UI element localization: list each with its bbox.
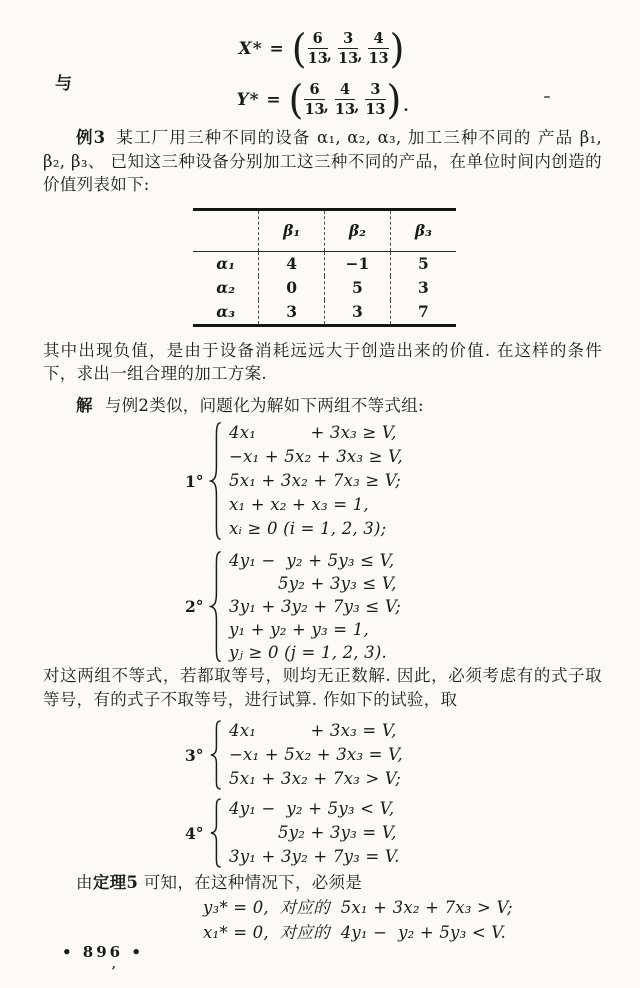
page-number: • 896 • <box>62 943 144 961</box>
equation-line: 4y₁ − y₂ + 5y₃ ≤ V, <box>229 551 395 571</box>
system-label: 3° <box>185 745 204 765</box>
equation-line: 4x₁ + 3x₃ ≥ V, <box>229 423 397 443</box>
fraction: $\frac{3}{13}$ <box>365 81 386 119</box>
table-header-row <box>193 209 456 251</box>
table-cell: 3 <box>259 300 325 326</box>
table-cell: 0 <box>259 276 325 300</box>
table-cell: 3 <box>417 278 429 298</box>
system-label: 2° <box>185 597 204 617</box>
fraction: $\frac{4}{13}$ <box>368 30 389 68</box>
equation-line: x₁ + x₂ + x₃ = 1, <box>229 495 369 515</box>
left-brace-icon <box>209 798 222 868</box>
table-row <box>193 276 456 300</box>
fraction: $\frac{3}{13}$ <box>338 30 359 68</box>
equation-line: 4x₁ + 3x₃ = V, <box>229 721 397 741</box>
equation-lines <box>229 421 403 541</box>
example-tag: 例3 <box>76 128 106 148</box>
equation-line: 5x₁ + 3x₂ + 7x₃ > V; <box>229 769 402 789</box>
equation-lines <box>229 797 400 869</box>
equation-line: 3y₁ + 3y₂ + 7y₃ ≤ V; <box>229 597 402 617</box>
comma: , <box>326 46 333 65</box>
equation-line: 3y₁ + 3y₂ + 7y₃ = V. <box>229 847 400 867</box>
fraction: $\frac{4}{13}$ <box>334 81 356 119</box>
table-corner-cell <box>193 209 259 251</box>
comma: , <box>323 97 329 116</box>
row-label: α₃ <box>193 300 259 326</box>
system-label: 1° <box>185 471 204 491</box>
formula-y-star: Y* = ( $\frac{6}{13}$ , $\frac{4}{13}$ , $\frac{3}{13}$ ) . <box>236 76 409 123</box>
conclusion-formulas <box>203 895 602 945</box>
table-header-cell: β₁ <box>259 209 325 251</box>
table-cell: 7 <box>417 302 429 322</box>
conclusion-line: x₁* = 0, 对应的 4y₁ − y₂ + 5y₃ < V. <box>203 922 506 942</box>
solve-text: 与例2类似，问题化为解如下两组不等式组: <box>104 395 424 415</box>
theorem-paragraph <box>43 871 602 895</box>
example-text: 某工厂用三种不同的设备 α₁, α₂, α₃, 加工三种不同的 产品 β₁, β₂, β₃、 已知这三种设备分别加工这三种不同的产品，在单位时间内创造的价值列表如下: <box>43 128 602 195</box>
solution-paragraph <box>43 394 602 418</box>
comma: , <box>354 97 360 116</box>
example-paragraph <box>43 126 602 197</box>
table-header-cell: β₃ <box>390 209 456 251</box>
fraction: $\frac{6}{13}$ <box>307 30 328 68</box>
table-cell: −1 <box>325 251 391 276</box>
left-brace-icon <box>209 421 222 541</box>
value-table <box>193 208 456 327</box>
formula-x-star: X* = ( $\frac{6}{13}$ , $\frac{3}{13}$ , $\frac{4}{13}$ ) <box>238 25 405 72</box>
negative-value-paragraph: 其中出现负值，是由于设备消耗远远大于创造出来的价值. 在这样的条件下，求出一组合理的加工方案. <box>43 340 602 384</box>
print-artifact-dash <box>544 96 550 98</box>
table-header-cell: β₂ <box>325 209 391 251</box>
equation-line: −x₁ + 5x₂ + 3x₃ = V, <box>229 745 403 765</box>
left-brace-icon <box>209 720 222 790</box>
equation-line: 5y₂ + 3y₃ = V, <box>229 823 397 843</box>
equation-system-2 <box>185 549 602 664</box>
equation-line: 5x₁ + 3x₂ + 7x₃ ≥ V; <box>229 471 402 491</box>
print-artifact-mark: , <box>112 958 116 971</box>
row-label: α₁ <box>193 251 259 276</box>
equation-line: yⱼ ≥ 0 (j = 1, 2, 3). <box>229 643 387 663</box>
table-cell: 4 <box>259 251 325 276</box>
equation-line: xᵢ ≥ 0 (i = 1, 2, 3); <box>229 519 387 539</box>
table-row <box>193 300 456 326</box>
table-row <box>193 251 456 276</box>
table-cell: 5 <box>325 276 391 300</box>
theorem-post: 可知，在这种情况下，必须是 <box>138 873 363 893</box>
table-cell: 3 <box>325 300 391 326</box>
row-label: α₂ <box>193 276 259 300</box>
comma: , <box>357 46 363 65</box>
trial-paragraph: 对这两组不等式，若都取等号，则均无正数解. 因此，必须考虑有的式子取等号，有的式子不取等号，进行试算. 作如下的试验，取 <box>43 666 602 709</box>
theorem-ref: 定理5 <box>92 873 139 893</box>
equation-line: −x₁ + 5x₂ + 3x₃ ≥ V, <box>229 447 403 467</box>
equation-line: 5y₂ + 3y₃ ≤ V, <box>229 574 397 594</box>
y-star-label: Y* = <box>236 89 282 110</box>
formula-tail: . <box>403 97 409 116</box>
left-brace-icon <box>209 550 222 663</box>
equation-line: 4y₁ − y₂ + 5y₃ < V, <box>229 799 395 819</box>
equation-system-4 <box>185 797 602 869</box>
equation-lines <box>229 549 401 664</box>
equation-lines <box>229 719 403 791</box>
theorem-pre: 由 <box>76 873 93 893</box>
conjunction-text: 与 <box>55 74 72 95</box>
solve-tag: 解 <box>76 395 93 415</box>
equation-system-1 <box>185 421 602 541</box>
conclusion-line: y₃* = 0, 对应的 5x₁ + 3x₂ + 7x₃ > V; <box>203 897 513 917</box>
fraction: $\frac{6}{13}$ <box>304 81 325 119</box>
table-cell: 5 <box>417 254 429 274</box>
equation-line: y₁ + y₂ + y₃ = 1, <box>229 620 369 640</box>
system-label: 4° <box>185 823 204 843</box>
equation-system-3 <box>185 719 602 791</box>
x-star-label: X* = <box>238 38 285 59</box>
